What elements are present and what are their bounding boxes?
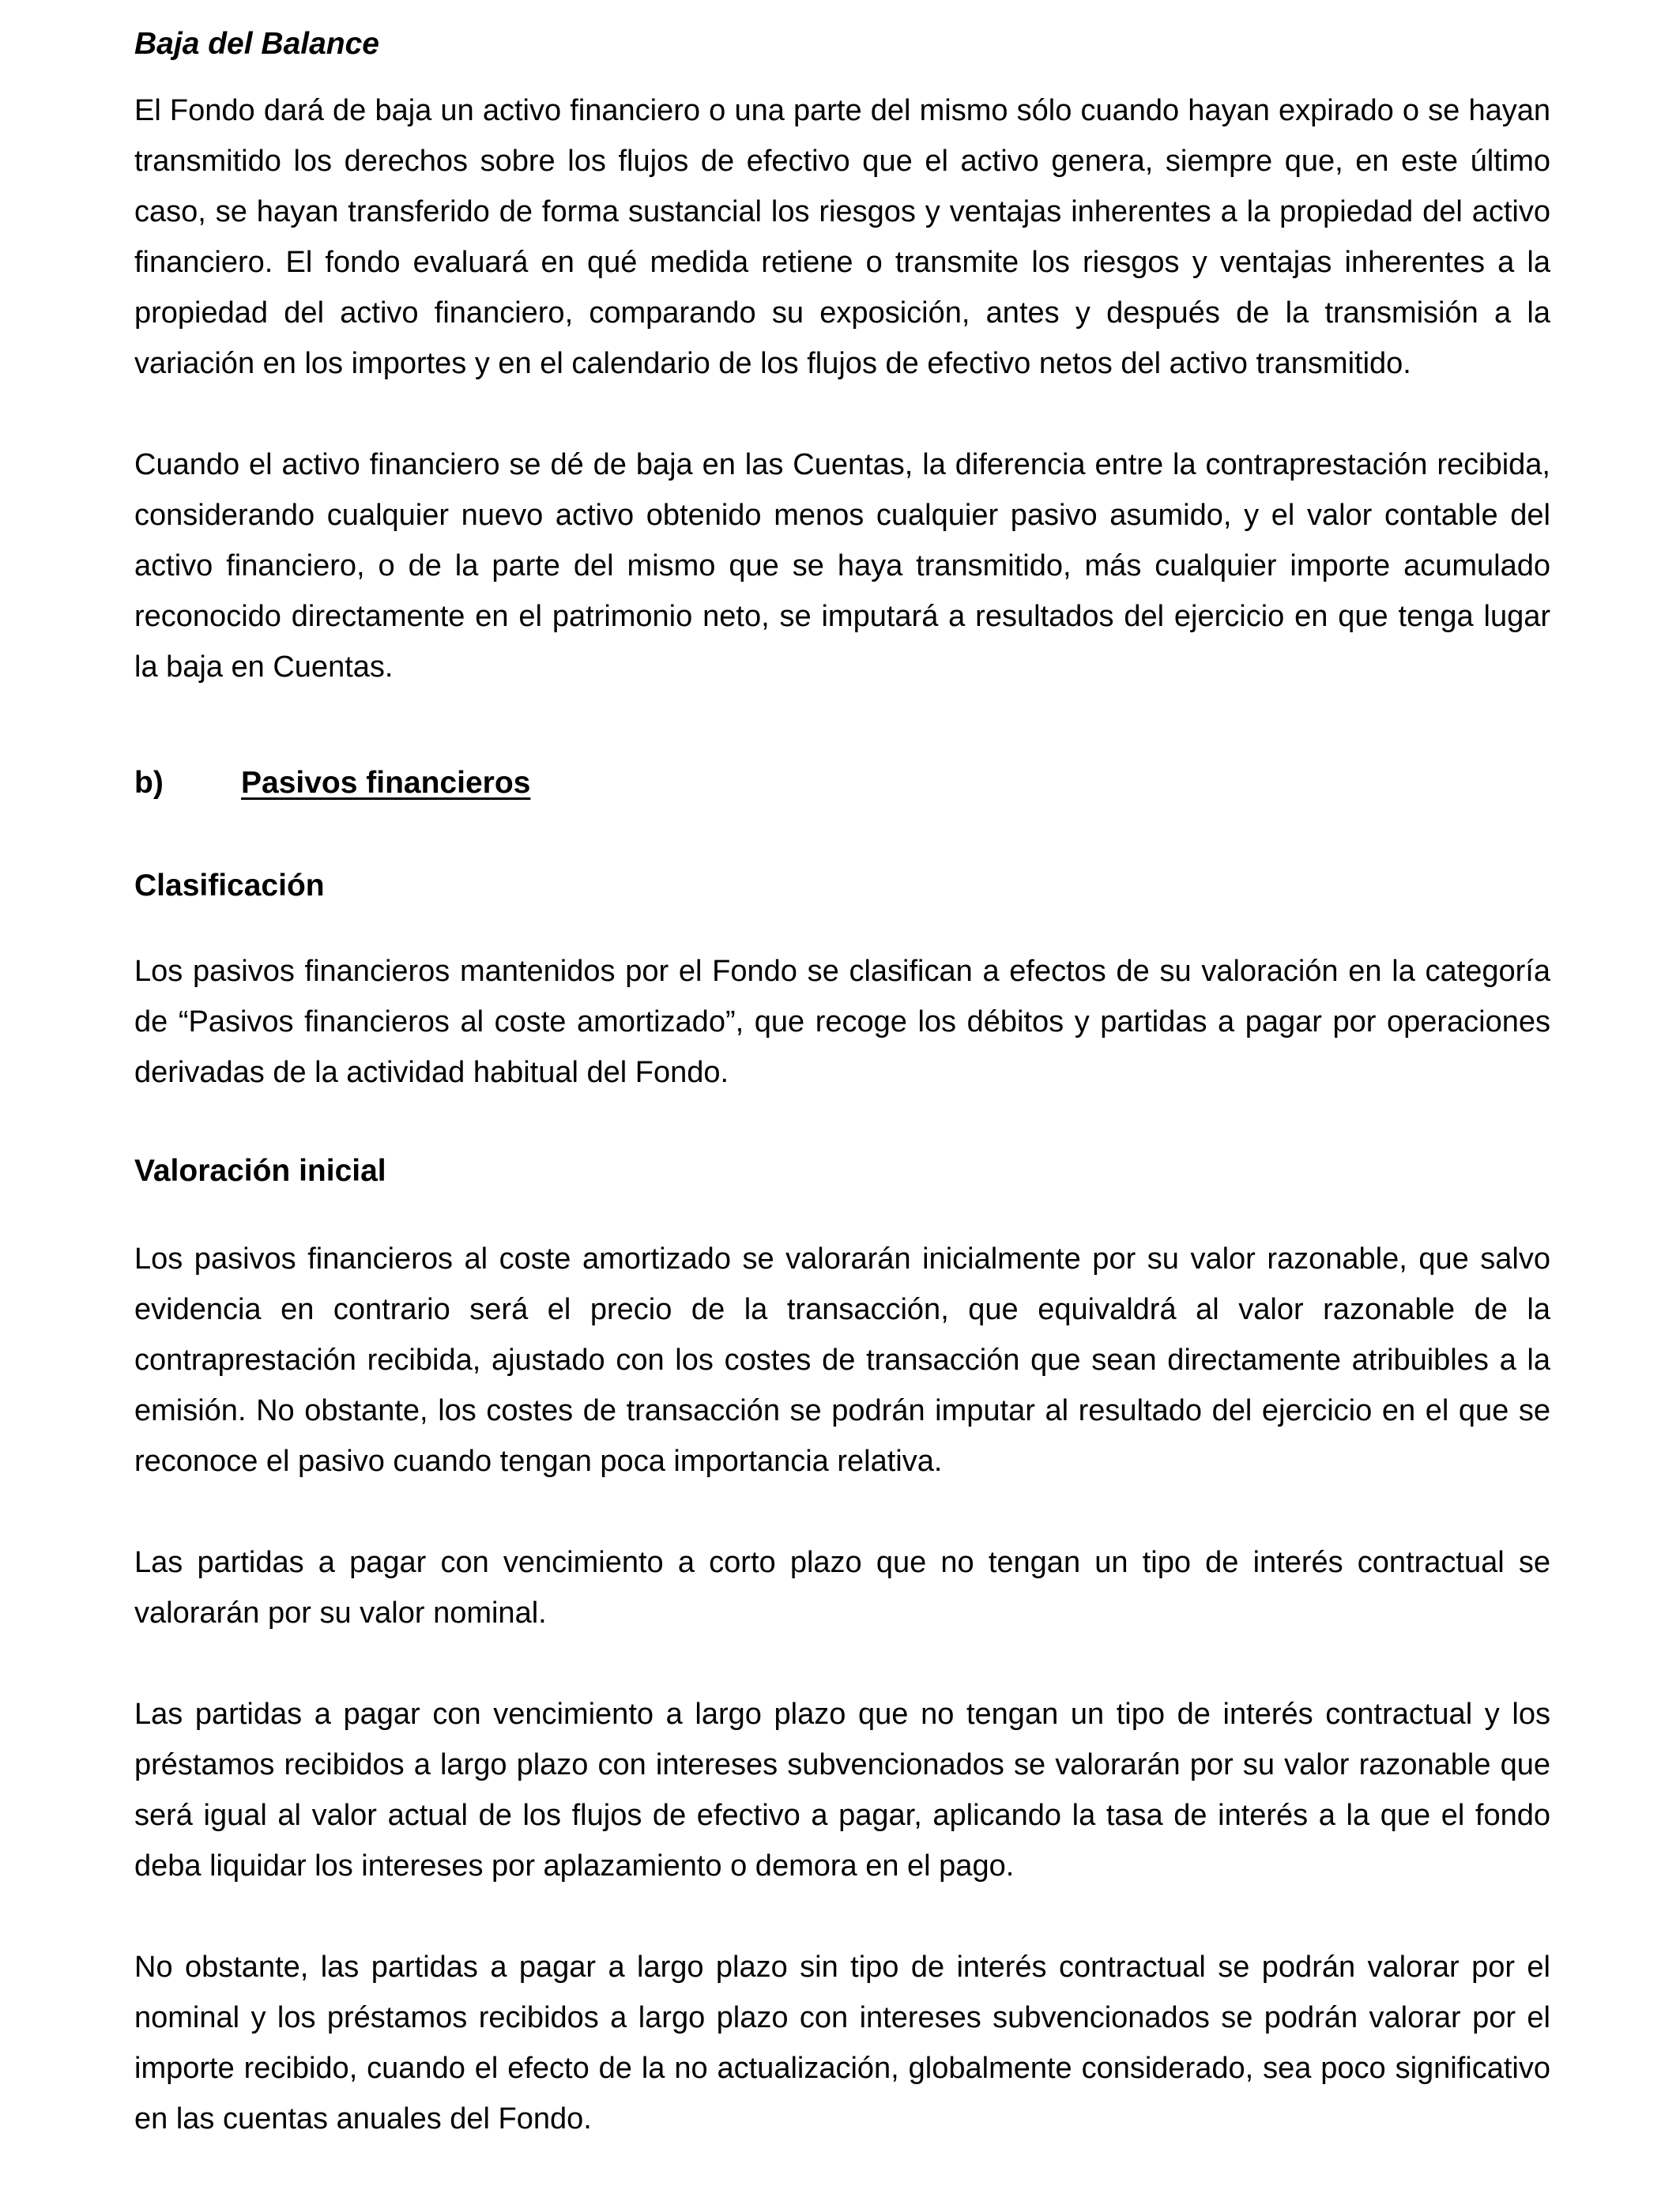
baja-paragraph-1-block	[134, 85, 1550, 389]
baja-paragraph-2-block	[134, 439, 1550, 692]
section-b-heading	[134, 761, 530, 805]
clasificacion-paragraph: Los pasivos financieros mantenidos por el Fondo se clasifican a efectos de su valoración en la categoría de “Pasivos financieros al coste amortizado”, que recoge los débitos y partidas a pagar por operaciones derivadas de la actividad habitual del Fondo.	[134, 955, 1550, 1089]
valoracion-paragraph-1: Los pasivos financieros al coste amortizado se valorarán inicialmente por su valor razonable, que salvo evidencia en contrario será el precio de la transacción, que equivaldrá al valor razonable de la contraprestación recibida, ajustado con los costes de transacción que sean directamente atribuibles a la emisión. No obstante, los costes de transacción se podrán imputar al resultado del ejercicio en el que se reconoce el pasivo cuando tengan poca importancia relativa.	[134, 1242, 1550, 1478]
valoracion-heading: Valoración inicial	[134, 1154, 386, 1188]
valoracion-paragraph-1-block	[134, 1234, 1550, 1487]
baja-heading: Baja del Balance	[134, 27, 379, 61]
section-b-letter: b)	[134, 766, 164, 800]
valoracion-paragraph-2-block	[134, 1537, 1550, 1638]
valoracion-paragraph-3-block	[134, 1689, 1550, 1891]
valoracion-paragraph-2: Las partidas a pagar con vencimiento a corto plazo que no tengan un tipo de interés contractual se valorarán por su valor nominal.	[134, 1546, 1550, 1630]
baja-paragraph-1: El Fondo dará de baja un activo financiero o una parte del mismo sólo cuando hayan expirado o se hayan transmitido los derechos sobre los flujos de efectivo que el activo genera, siempre que, en este último caso, se hayan transferido de forma sustancial los riesgos y ventajas inherentes a la propiedad del activo financiero. El fondo evaluará en qué medida retiene o transmite los riesgos y ventajas inherentes a la propiedad del activo financiero, comparando su exposición, antes y después de la transmisión a la variación en los importes y en el calendario de los flujos de efectivo netos del activo transmitido.	[134, 94, 1550, 380]
valoracion-paragraph-4-block	[134, 1942, 1550, 2144]
valoracion-paragraph-4: No obstante, las partidas a pagar a largo plazo sin tipo de interés contractual se podrán valorar por el nominal y los préstamos recibidos a largo plazo con intereses subvencionados se podrán valorar por el importe recibido, cuando el efecto de la no actualización, globalmente considerado, sea poco significativo en las cuentas anuales del Fondo.	[134, 1951, 1550, 2136]
valoracion-paragraph-3: Las partidas a pagar con vencimiento a largo plazo que no tengan un tipo de interés contractual y los préstamos recibidos a largo plazo con intereses subvencionados se valorarán por su valor razonable que será igual al valor actual de los flujos de efectivo a pagar, aplicando la tasa de interés a la que el fondo deba liquidar los intereses por aplazamiento o demora en el pago.	[134, 1698, 1550, 1883]
baja-paragraph-2: Cuando el activo financiero se dé de baja en las Cuentas, la diferencia entre la contraprestación recibida, considerando cualquier nuevo activo obtenido menos cualquier pasivo asumido, y el valor contable del activo financiero, o de la parte del mismo que se haya transmitido, más cualquier importe acumulado reconocido directamente en el patrimonio neto, se imputará a resultados del ejercicio en que tenga lugar la baja en Cuentas.	[134, 448, 1550, 684]
section-b-title: Pasivos financieros	[241, 766, 531, 800]
clasificacion-heading: Clasificación	[134, 869, 325, 903]
clasificacion-paragraph-block	[134, 946, 1550, 1098]
